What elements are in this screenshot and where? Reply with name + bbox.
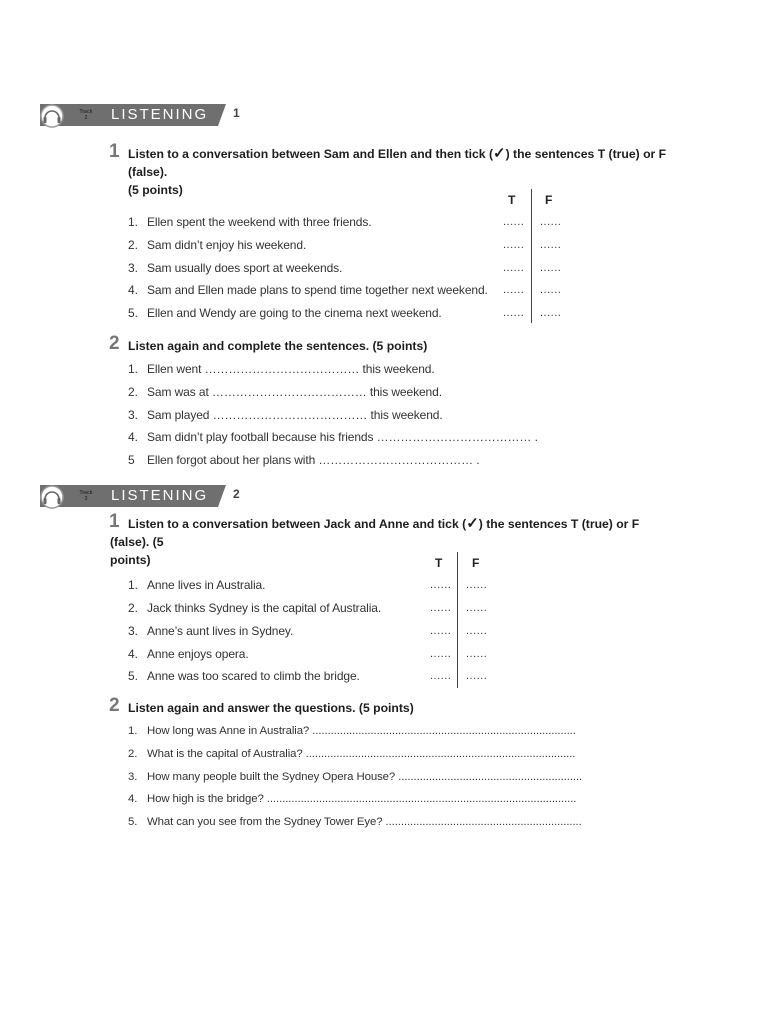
list-item: 2. Sam didn’t enjoy his weekend.	[128, 238, 307, 252]
answer-blank-f[interactable]: ......	[466, 670, 488, 682]
list-item: 2. What is the capital of Australia? ........................................................................................	[128, 748, 576, 760]
column-false: F	[545, 193, 553, 207]
list-item: 4. Sam didn’t play football because his friends ………………………………… .	[128, 430, 538, 444]
list-item: 1. Ellen spent the weekend with three friends.	[128, 215, 372, 229]
section-number: 2	[233, 487, 240, 501]
column-divider	[457, 552, 458, 688]
answer-blank-f[interactable]: ......	[466, 625, 488, 637]
section-title: LISTENING	[111, 106, 209, 123]
exercise-instruction: Listen to a conversation between Sam and Ellen and then tick (✓) the sentences T (true) or F (false). (5 points)	[128, 145, 667, 197]
section-number: 1	[233, 106, 240, 120]
tick-icon: ✓	[493, 145, 506, 162]
list-item: 3. How many people built the Sydney Opera House? ............................................................	[128, 771, 583, 783]
answer-blank-f[interactable]: ......	[540, 216, 562, 228]
tick-icon: ✓	[466, 515, 479, 532]
list-item: 2. Sam was at ………………………………… this weekend.	[128, 385, 442, 399]
answer-blank-f[interactable]: ......	[466, 579, 488, 591]
section-title: LISTENING	[111, 487, 209, 504]
answer-blank-t[interactable]: ......	[430, 648, 452, 660]
section-2-banner	[40, 485, 240, 507]
headphones-icon	[40, 485, 64, 509]
headphones-icon	[40, 104, 64, 128]
column-true: T	[508, 193, 516, 207]
list-item: 5 Ellen forgot about her plans with ………………………………… .	[128, 453, 480, 467]
list-item: 3. Sam usually does sport at weekends.	[128, 261, 343, 275]
answer-blank-t[interactable]: ......	[503, 284, 525, 296]
track-label: Track 2	[79, 109, 93, 121]
answer-blank-f[interactable]: ......	[466, 648, 488, 660]
column-false: F	[472, 556, 480, 570]
exercise-number: 2	[109, 695, 120, 716]
answer-blank-t[interactable]: ......	[430, 602, 452, 614]
exercise-number: 1	[109, 141, 120, 162]
list-item: 1. Anne lives in Australia.	[128, 578, 266, 592]
list-item: 1. Ellen went ………………………………… this weekend.	[128, 362, 435, 376]
answer-blank-t[interactable]: ......	[430, 625, 452, 637]
answer-blank-f[interactable]: ......	[540, 307, 562, 319]
list-item: 2. Jack thinks Sydney is the capital of Australia.	[128, 601, 382, 615]
column-true: T	[435, 556, 443, 570]
list-item: 5. Ellen and Wendy are going to the cinema next weekend.	[128, 306, 442, 320]
list-item: 3. Anne’s aunt lives in Sydney.	[128, 624, 294, 638]
list-item: 1. How long was Anne in Australia? ......................................................................................	[128, 725, 576, 737]
exercise-number: 2	[109, 333, 120, 354]
answer-blank-f[interactable]: ......	[540, 262, 562, 274]
answer-blank-t[interactable]: ......	[430, 670, 452, 682]
column-divider	[531, 189, 532, 323]
answer-blank-f[interactable]: ......	[540, 284, 562, 296]
list-item: 4. Sam and Ellen made plans to spend time together next weekend.	[128, 283, 488, 297]
track-label: Track 3	[79, 490, 93, 502]
section-1-banner	[40, 104, 240, 126]
answer-blank-t[interactable]: ......	[430, 579, 452, 591]
list-item: 4. How high is the bridge? .....................................................................................................	[128, 793, 577, 805]
answer-blank-t[interactable]: ......	[503, 307, 525, 319]
exercise-instruction: Listen again and complete the sentences. (5 points)	[128, 339, 428, 353]
list-item: 5. What can you see from the Sydney Tower Eye? ................................................................	[128, 816, 582, 828]
answer-blank-t[interactable]: ......	[503, 239, 525, 251]
list-item: 3. Sam played ………………………………… this weekend.	[128, 408, 443, 422]
answer-blank-f[interactable]: ......	[466, 602, 488, 614]
exercise-instruction: Listen to a conversation between Jack and Anne and tick (✓) the sentences T (true) or F (false). (5 points)	[110, 515, 640, 567]
list-item: 4. Anne enjoys opera.	[128, 647, 249, 661]
exercise-number: 1	[109, 511, 120, 532]
list-item: 5. Anne was too scared to climb the bridge.	[128, 669, 360, 683]
answer-blank-t[interactable]: ......	[503, 262, 525, 274]
exercise-instruction: Listen again and answer the questions. (5 points)	[128, 701, 414, 715]
answer-blank-t[interactable]: ......	[503, 216, 525, 228]
answer-blank-f[interactable]: ......	[540, 239, 562, 251]
